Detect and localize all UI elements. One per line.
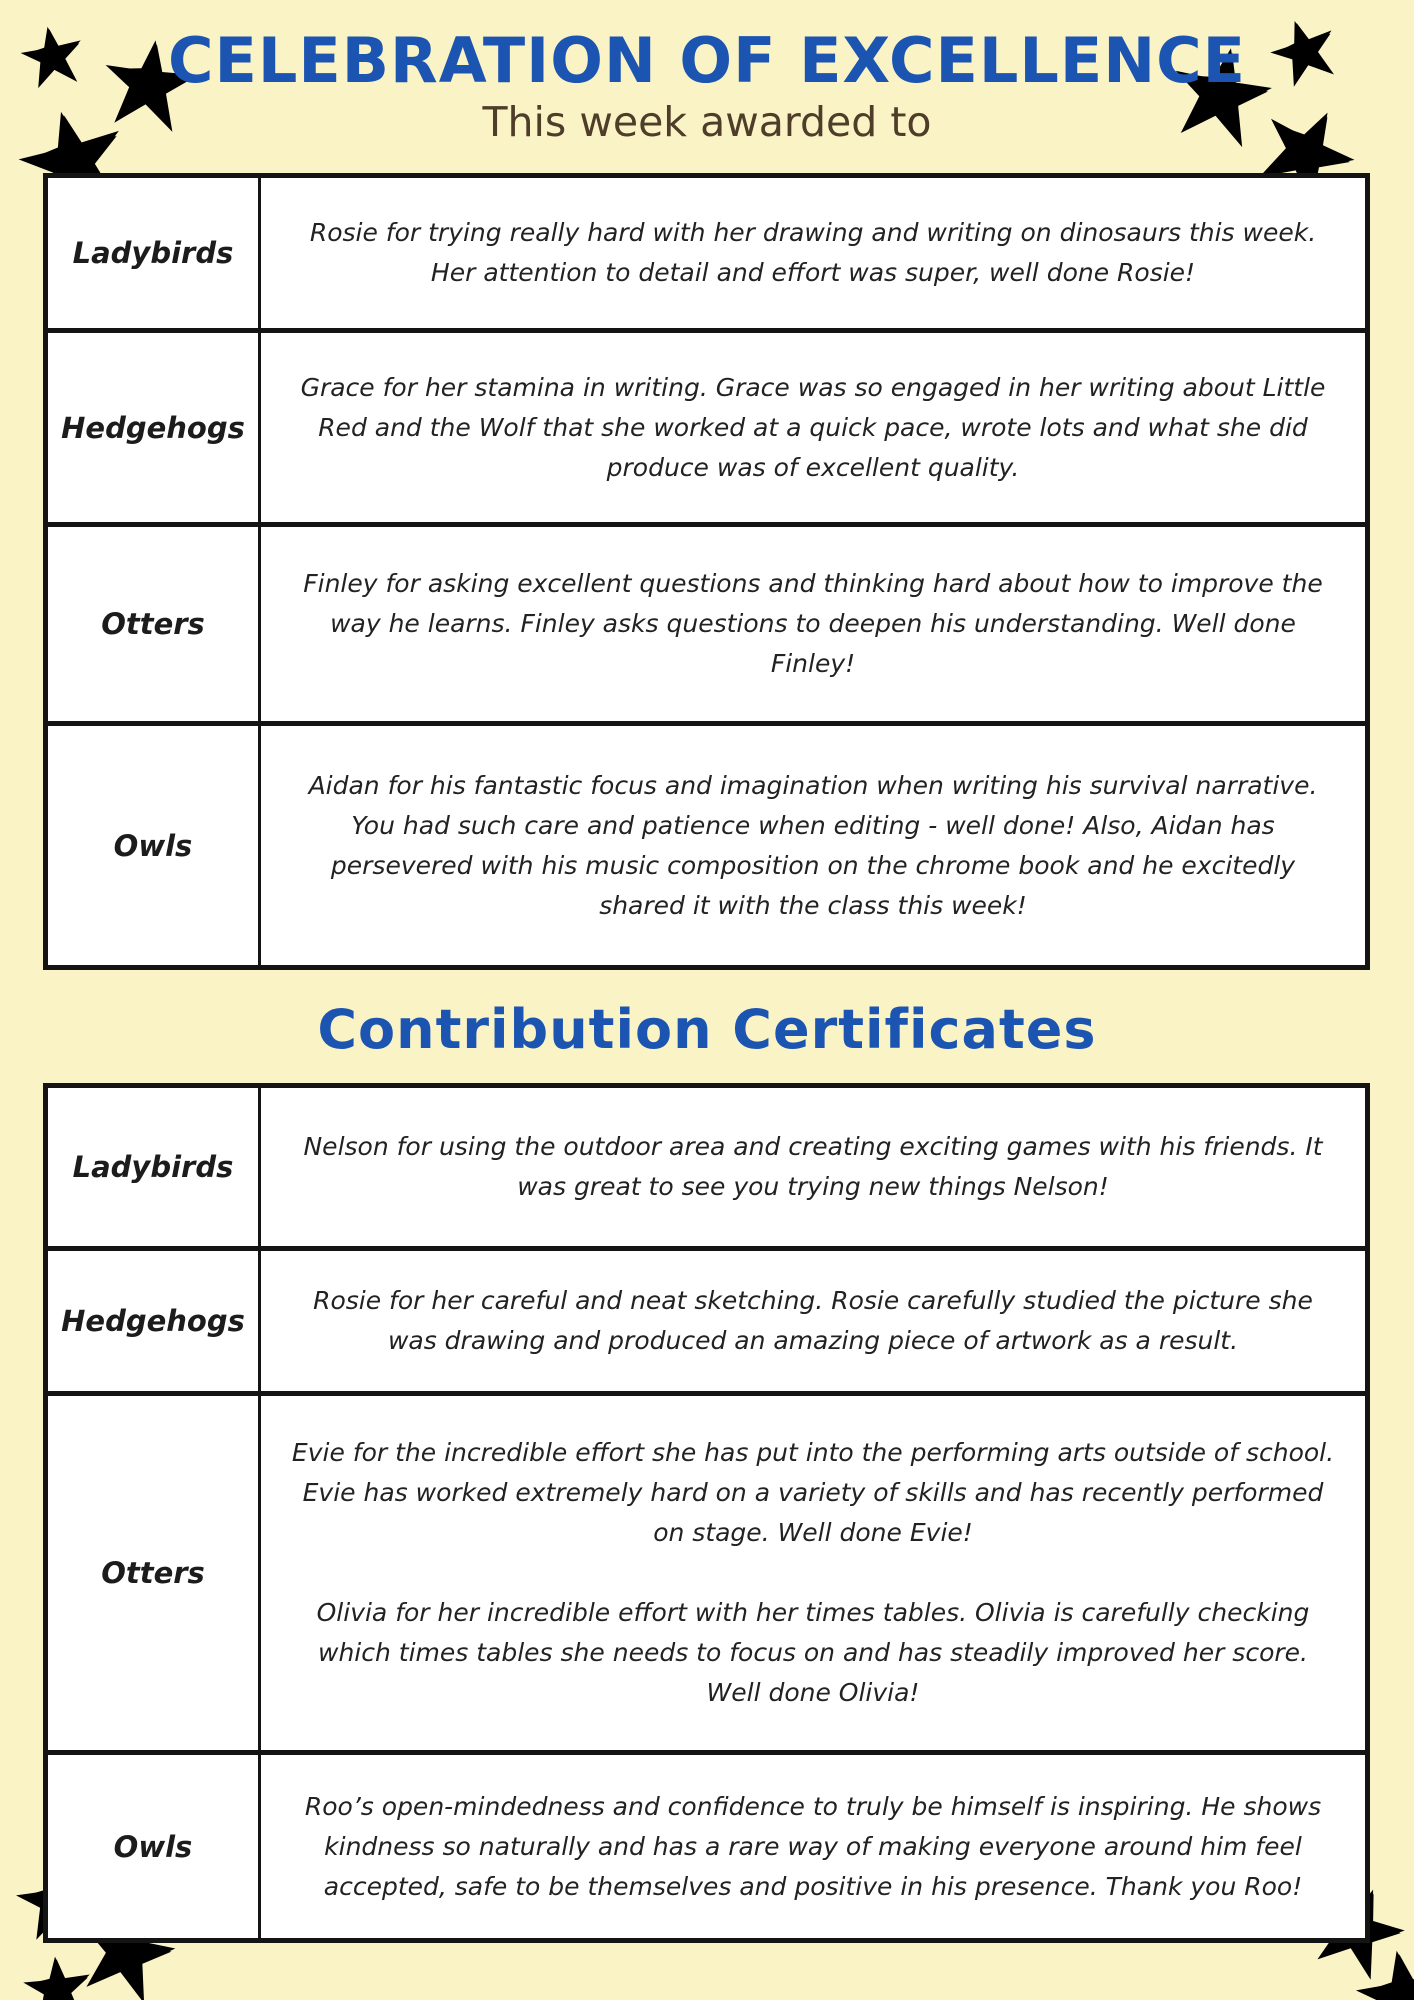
award-cell [261, 178, 1365, 328]
award-cell [261, 1251, 1365, 1391]
table-row [48, 1396, 1365, 1755]
group-name: Owls [113, 1829, 193, 1864]
group-name: Otters [101, 607, 205, 641]
table-row [48, 726, 1365, 965]
table-row [48, 527, 1365, 726]
award-text: Roo’s open-mindedness and confidence to truly be himself is inspiring. He shows kindness so naturally and has a rare way of making everyone around him feel accepted, safe to be themselves and positive in his presence. Thank you Roo! [304, 1791, 1322, 1901]
group-cell [48, 726, 261, 965]
award-text: Evie for the incredible effort she has put into the performing arts outside of school. Evie has worked extremely hard on a variety of skills and has recently performed on stage. Well done Evie! [291, 1438, 1335, 1547]
group-name: Ladybirds [72, 1150, 234, 1184]
table-row [48, 333, 1365, 527]
group-cell [48, 527, 261, 721]
group-cell [48, 1251, 261, 1391]
contribution-table [43, 1083, 1370, 1943]
award-text: Olivia for her incredible effort with her times tables. Olivia is carefully checking which times tables she needs to focus on and has steadily improved her score. Well done Olivia! [316, 1598, 1310, 1707]
award-text: Rosie for trying really hard with her drawing and writing on dinosaurs this week. Her attention to detail and effort was super, well done Rosie! [309, 218, 1317, 287]
page-subtitle: This week awarded to [482, 98, 932, 146]
group-name: Hedgehogs [61, 1304, 245, 1338]
award-text: Rosie for her careful and neat sketching. Rosie carefully studied the picture she was drawing and produced an amazing piece of artwork as a result. [313, 1286, 1313, 1355]
group-name: Otters [101, 1556, 205, 1590]
award-cell [261, 1755, 1365, 1938]
group-name: Owls [113, 828, 193, 863]
contribution-title: Contribution Certificates [317, 998, 1097, 1061]
table-row [48, 178, 1365, 333]
page-title: CELEBRATION OF EXCELLENCE [168, 24, 1246, 97]
group-name: Ladybirds [72, 236, 234, 270]
star-doodle-icon [19, 1952, 97, 2000]
award-cell [261, 333, 1365, 522]
group-cell [48, 1755, 261, 1938]
excellence-table [43, 173, 1370, 970]
group-name: Hedgehogs [61, 410, 245, 445]
award-cell [261, 1088, 1365, 1246]
group-cell [48, 178, 261, 328]
table-row [48, 1251, 1365, 1396]
group-cell [48, 333, 261, 522]
award-text: Aidan for his fantastic focus and imagination when writing his survival narrative. You had such care and patience when editing - well done! Also, Aidan has persevered with his music composition on the chrome book and he excitedly shared it with the class this week! [308, 770, 1318, 920]
award-text: Finley for asking excellent questions and thinking hard about how to improve the way he learns. Finley asks questions to deepen his understanding. Well done Finley! [303, 569, 1323, 678]
table-row [48, 1088, 1365, 1251]
table-row [48, 1755, 1365, 1938]
award-text: Nelson for using the outdoor area and creating exciting games with his friends. It was great to see you trying new things Nelson! [303, 1132, 1323, 1201]
award-text: Grace for her stamina in writing. Grace was so engaged in her writing about Little Red and the Wolf that she worked at a quick pace, wrote lots and what she did produce was of excellent quality. [300, 372, 1326, 482]
award-cell [261, 726, 1365, 965]
award-cell [261, 1396, 1365, 1750]
group-cell [48, 1088, 261, 1246]
group-cell [48, 1396, 261, 1750]
award-cell [261, 527, 1365, 721]
